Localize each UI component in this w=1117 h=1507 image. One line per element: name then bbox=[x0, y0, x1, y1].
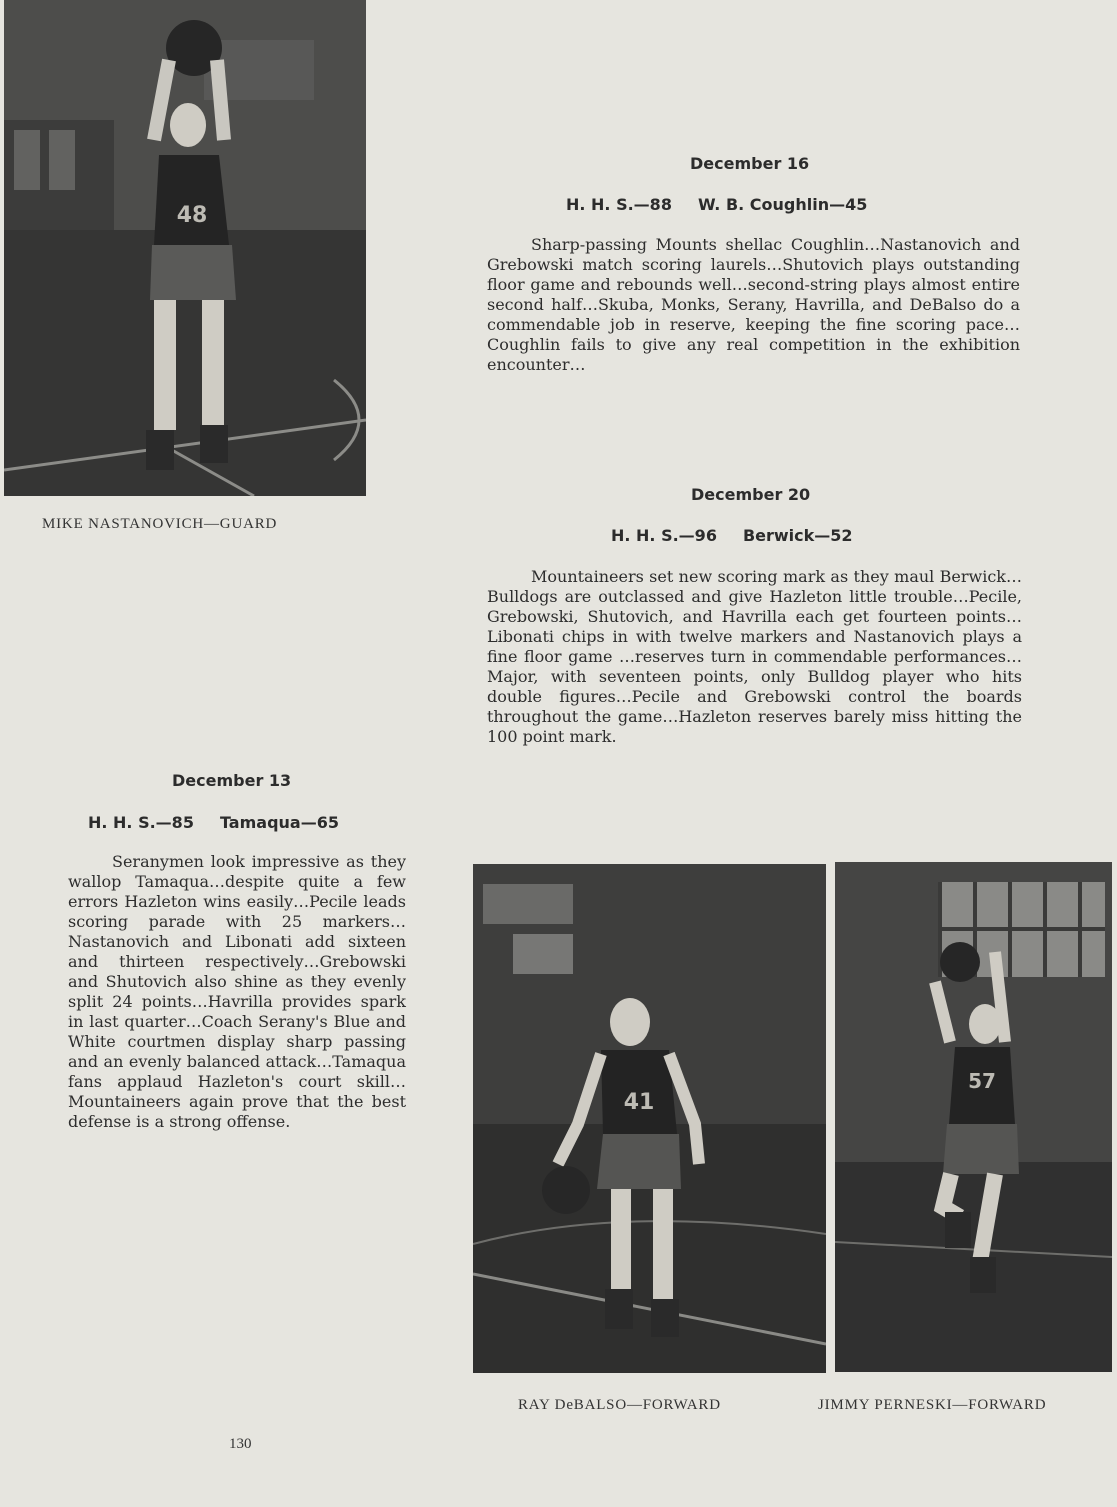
photo-debalso bbox=[473, 864, 826, 1373]
game-summary-dec16: Sharp-passing Mounts shellac Coughlin…Nastanovich and Grebowski match scoring laurels…Shutovich plays outstanding floor game and rebounds well…second-string plays almost entire second half…Skuba, Monks, Serany, Havrilla, and DeBalso do a commendable job in reserve, keeping the fine scoring pace…Coughlin fails to give any real competition in the exhibition encounter… bbox=[487, 235, 1020, 374]
opponent-score: Berwick—52 bbox=[742, 526, 853, 545]
score-line-dec16 bbox=[566, 195, 867, 214]
jersey-number: 57 bbox=[968, 1069, 996, 1093]
caption-debalso: RAY DeBALSO—FORWARD bbox=[518, 1397, 721, 1413]
page-number: 130 bbox=[229, 1436, 252, 1452]
photo-perneski bbox=[835, 862, 1112, 1372]
home-score: H. H. S.—96 bbox=[611, 526, 717, 545]
game-summary-dec20: Mountaineers set new scoring mark as they maul Berwick…Bulldogs are outclassed and give Hazleton little trouble…Pecile, Grebowski, Shutovich, and Havrilla each get fourteen points…Libonati chips in with twelve markers and Nastanovich plays a fine floor game …reserves turn in commendable performances…Major, with seventeen points, only Bulldog player who hits double figures…Pecile and Grebowski control the boards throughout the game…Hazleton reserves barely miss hitting the 100 point mark. bbox=[487, 567, 1022, 746]
opponent-score: W. B. Coughlin—45 bbox=[697, 195, 868, 214]
opponent-score: Tamaqua—65 bbox=[219, 813, 339, 832]
caption-nastanovich: MIKE NASTANOVICH—GUARD bbox=[42, 516, 278, 532]
home-score: H. H. S.—85 bbox=[88, 813, 194, 832]
game-date-dec16: December 16 bbox=[690, 154, 810, 173]
player-photo-illustration bbox=[473, 864, 826, 1373]
player-photo-illustration bbox=[835, 862, 1112, 1372]
jersey-number: 48 bbox=[176, 203, 208, 228]
game-date-dec20: December 20 bbox=[691, 485, 811, 504]
score-line-dec20 bbox=[611, 526, 853, 545]
jersey-number: 41 bbox=[623, 1090, 655, 1115]
score-line-dec13 bbox=[88, 813, 339, 832]
player-photo-illustration bbox=[4, 0, 366, 496]
game-summary-dec13: Seranymen look impressive as they wallop Tamaqua…despite quite a few errors Hazleton wins easily…Pecile leads scoring parade with 25 markers…Nastanovich and Libonati add sixteen and thirteen respectively…Grebowski and Shutovich also shine as they evenly split 24 points…Havrilla provides spark in last quarter…Coach Serany's Blue and White courtmen display sharp passing and an evenly balanced attack…Tamaqua fans applaud Hazleton's court skill…Mountaineers again prove that the best defense is a strong offense. bbox=[68, 852, 406, 1131]
home-score: H. H. S.—88 bbox=[566, 195, 672, 214]
game-date-dec13: December 13 bbox=[172, 771, 292, 790]
photo-nastanovich bbox=[4, 0, 366, 496]
caption-perneski: JIMMY PERNESKI—FORWARD bbox=[818, 1397, 1047, 1413]
